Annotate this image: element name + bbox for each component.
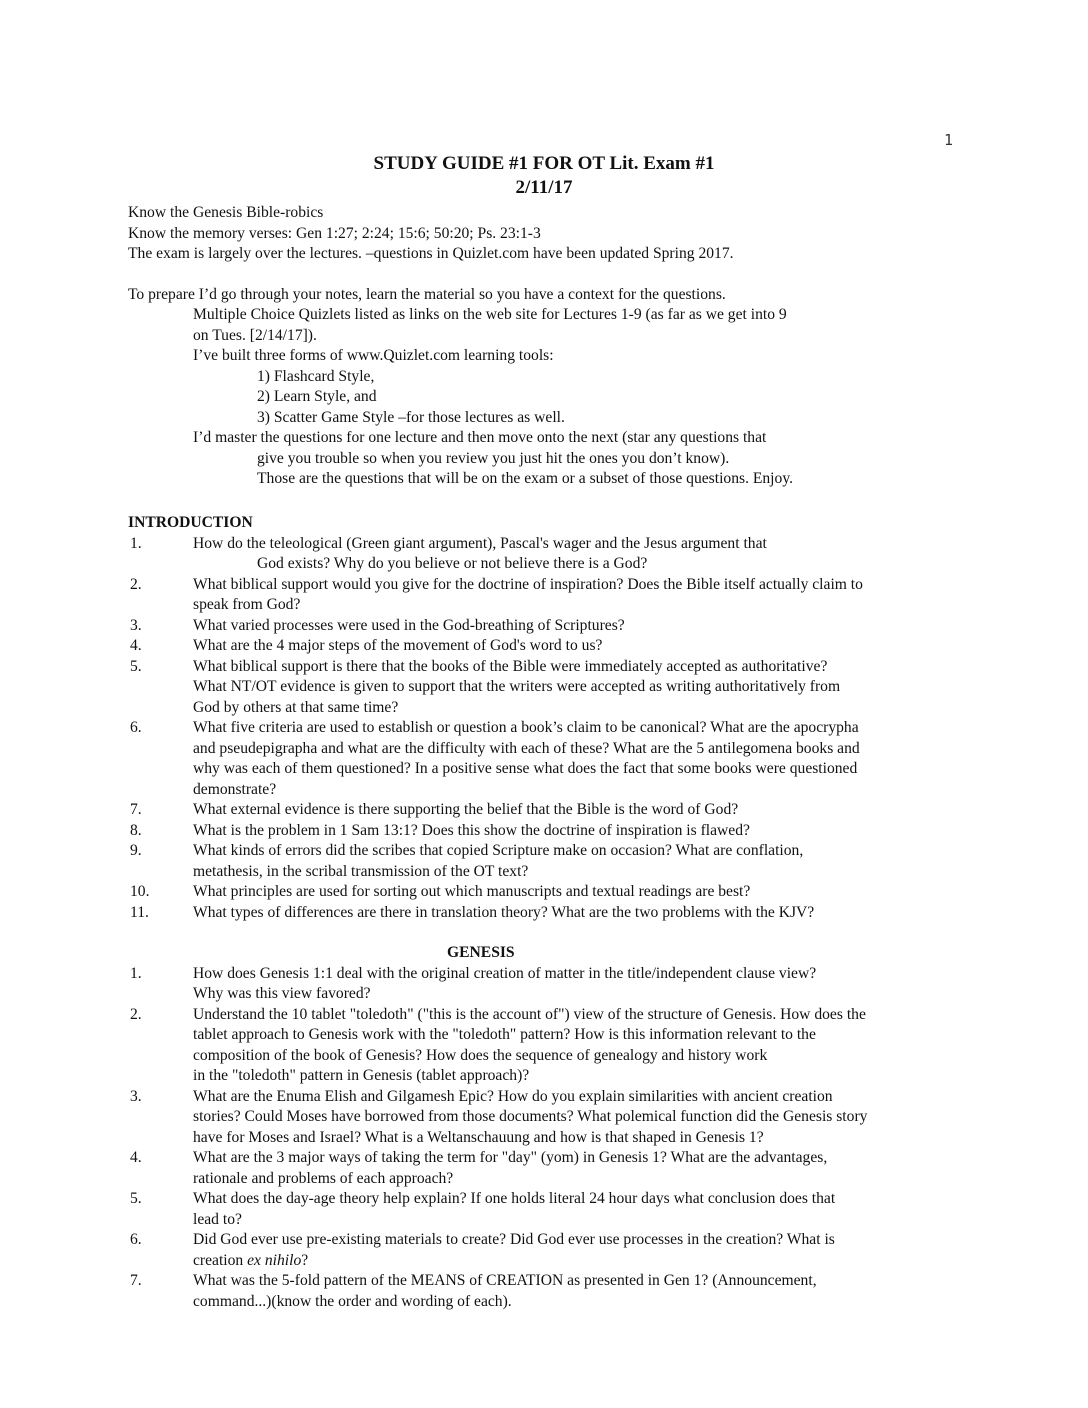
question-text: lead to? <box>193 1211 242 1228</box>
prep-master: I’d master the questions for one lecture and then move onto the next (star any questions that <box>193 429 767 446</box>
document-title: STUDY GUIDE #1 FOR OT Lit. Exam #1 <box>373 153 715 174</box>
question-text: What are the 3 major ways of taking the term for "day" (yom) in Genesis 1? What are the advantages, <box>193 1149 828 1166</box>
section-heading-genesis: GENESIS <box>447 944 515 961</box>
question-text: How does Genesis 1:1 deal with the original creation of matter in the title/independent clause view? <box>193 965 817 982</box>
question-text: in the "toledoth" pattern in Genesis (tablet approach)? <box>193 1067 530 1084</box>
question-number: 2. <box>130 1006 142 1023</box>
question-text: demonstrate? <box>193 781 277 798</box>
question-text: What are the Enuma Elish and Gilgamesh Epic? How do you explain similarities with ancient creation <box>193 1088 833 1105</box>
question-text: have for Moses and Israel? What is a Weltanschauung and how is that shaped in Genesis 1? <box>193 1129 764 1146</box>
question-text: why was each of them questioned? In a positive sense what does the fact that some books were questioned <box>193 760 858 777</box>
question-text-segment: ? <box>301 1252 309 1269</box>
question-number: 1. <box>130 535 142 552</box>
question-text <box>193 1251 308 1271</box>
question-text: What NT/OT evidence is given to support that the writers were accepted as writing authoritatively from <box>193 678 841 695</box>
question-text: stories? Could Moses have borrowed from those documents? What polemical function did the Genesis story <box>193 1108 868 1125</box>
question-number: 7. <box>130 801 142 818</box>
question-text-italic: ex nihilo <box>247 1252 302 1269</box>
question-text: What are the 4 major steps of the movement of God's word to us? <box>193 637 603 654</box>
prep-form-item: 1) Flashcard Style, <box>257 368 375 385</box>
prep-form-item: 3) Scatter Game Style –for those lectures as well. <box>257 409 565 426</box>
page-number: 1 <box>944 131 954 149</box>
question-text: tablet approach to Genesis work with the "toledoth" pattern? How is this information relevant to the <box>193 1026 816 1043</box>
question-text: What was the 5-fold pattern of the MEANS of CREATION as presented in Gen 1? (Announcement, <box>193 1272 817 1289</box>
prep-master-cont: give you trouble so when you review you just hit the ones you don’t know). <box>257 450 730 467</box>
question-number: 5. <box>130 658 142 675</box>
question-text: What varied processes were used in the God-breathing of Scriptures? <box>193 617 625 634</box>
question-text: command...)(know the order and wording of each). <box>193 1293 512 1310</box>
question-number: 3. <box>130 617 142 634</box>
prep-lead: To prepare I’d go through your notes, learn the material so you have a context for the questions. <box>128 286 726 303</box>
question-number: 11. <box>130 904 149 921</box>
question-text-segment: creation <box>193 1252 248 1269</box>
question-number: 3. <box>130 1088 142 1105</box>
question-text: What types of differences are there in translation theory? What are the two problems with the KJV? <box>193 904 815 921</box>
question-text: How do the teleological (Green giant argument), Pascal's wager and the Jesus argument that <box>193 535 767 552</box>
question-text: rationale and problems of each approach? <box>193 1170 454 1187</box>
question-number: 5. <box>130 1190 142 1207</box>
question-number: 10. <box>130 883 150 900</box>
question-text: God by others at that same time? <box>193 699 399 716</box>
question-number: 1. <box>130 965 142 982</box>
question-number: 2. <box>130 576 142 593</box>
question-text: What five criteria are used to establish or question a book’s claim to be canonical? What are the apocrypha <box>193 719 859 736</box>
intro-line: Know the Genesis Bible-robics <box>128 204 324 221</box>
prep-forms-lead: I’ve built three forms of www.Quizlet.com learning tools: <box>193 347 554 364</box>
question-text: speak from God? <box>193 596 301 613</box>
prep-multiple-choice-cont: on Tues. [2/14/17]). <box>193 327 317 344</box>
question-text: metathesis, in the scribal transmission of the OT text? <box>193 863 529 880</box>
question-text: Did God ever use pre-existing materials to create? Did God ever use processes in the creation? What is <box>193 1231 835 1248</box>
section-heading-introduction: INTRODUCTION <box>128 514 253 531</box>
question-text: What biblical support is there that the books of the Bible were immediately accepted as authoritative? <box>193 658 828 675</box>
question-text: What biblical support would you give for the doctrine of inspiration? Does the Bible itself actually claim to <box>193 576 863 593</box>
question-number: 6. <box>130 1231 142 1248</box>
question-number: 9. <box>130 842 142 859</box>
prep-form-item: 2) Learn Style, and <box>257 388 377 405</box>
question-text: composition of the book of Genesis? How does the sequence of genealogy and history work <box>193 1047 768 1064</box>
question-number: 7. <box>130 1272 142 1289</box>
question-text: and pseudepigrapha and what are the difficulty with each of these? What are the 5 antilegomena books and <box>193 740 860 757</box>
question-text: What kinds of errors did the scribes that copied Scripture make on occasion? What are conflation, <box>193 842 804 859</box>
question-text: What is the problem in 1 Sam 13:1? Does this show the doctrine of inspiration is flawed? <box>193 822 750 839</box>
document-date: 2/11/17 <box>515 177 573 198</box>
question-number: 4. <box>130 637 142 654</box>
question-number: 6. <box>130 719 142 736</box>
question-number: 4. <box>130 1149 142 1166</box>
prep-master-cont: Those are the questions that will be on the exam or a subset of those questions. Enjoy. <box>257 470 793 487</box>
intro-line: The exam is largely over the lectures. –questions in Quizlet.com have been updated Spring 2017. <box>128 245 734 262</box>
question-text: God exists? Why do you believe or not believe there is a God? <box>257 555 648 572</box>
prep-multiple-choice: Multiple Choice Quizlets listed as links on the web site for Lectures 1-9 (as far as we get into 9 <box>193 306 787 323</box>
question-number: 8. <box>130 822 142 839</box>
question-text: What principles are used for sorting out which manuscripts and textual readings are best? <box>193 883 751 900</box>
intro-line: Know the memory verses: Gen 1:27; 2:24; 15:6; 50:20; Ps. 23:1-3 <box>128 225 541 242</box>
question-text: What does the day-age theory help explain? If one holds literal 24 hour days what conclusion does that <box>193 1190 836 1207</box>
question-text: Why was this view favored? <box>193 985 371 1002</box>
question-text: What external evidence is there supporting the belief that the Bible is the word of God? <box>193 801 739 818</box>
question-text: Understand the 10 tablet "toledoth" ("this is the account of") view of the structure of Genesis. How does the <box>193 1006 866 1023</box>
